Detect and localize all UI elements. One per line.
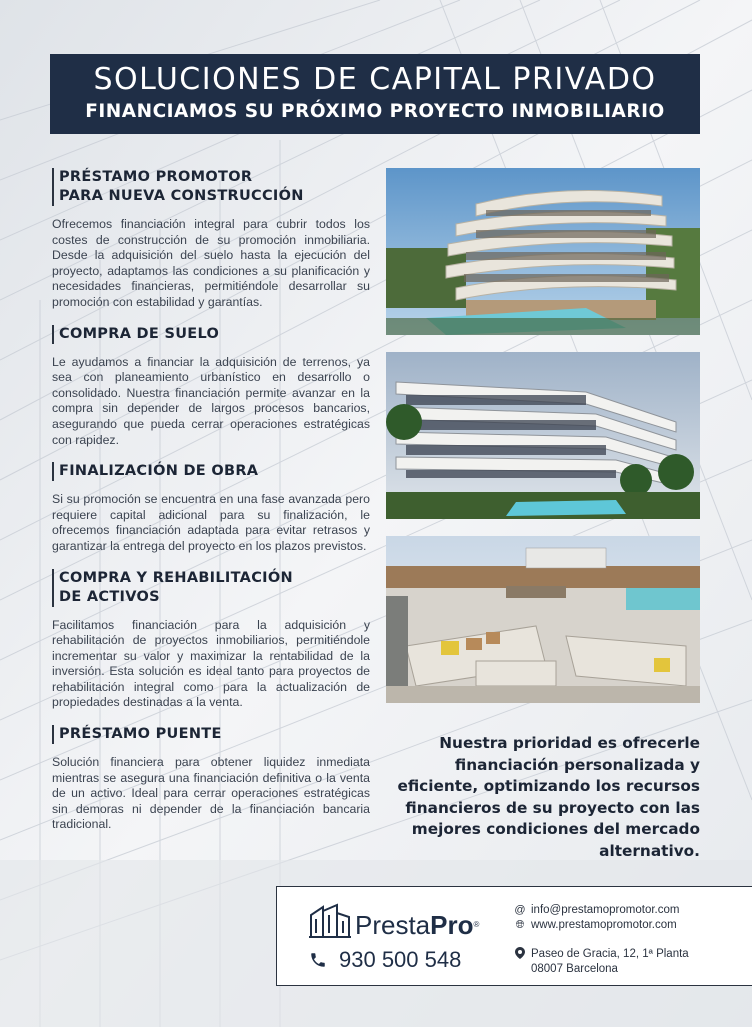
section-compra-suelo	[52, 325, 370, 449]
contact-info	[513, 903, 689, 977]
services-column	[52, 168, 370, 847]
section-body: Le ayudamos a financiar la adquisición de terrenos, ya sea con planeamiento urbanístico en desarrollo o consolidado. Nuestra financiación permite avanzar en la compra sin depender de largos procesos bancarios, asegurando que pueda cerrar operaciones estratégicas con rapidez.	[52, 354, 370, 447]
web-row[interactable]: 🌐︎ www.prestamopromotor.com	[513, 918, 689, 933]
page-subtitle: FINANCIAMOS SU PRÓXIMO PROYECTO INMOBILIARIO	[85, 101, 665, 122]
location-pin-icon	[513, 947, 527, 964]
section-compra-rehabilitacion	[52, 569, 370, 712]
phone-number[interactable]: 930 500 548	[309, 947, 461, 973]
section-heading: COMPRA DE SUELO	[52, 325, 370, 344]
building-render-photo-1	[386, 168, 700, 335]
address-row: Paseo de Gracia, 12, 1ª Planta 08007 Barcelona	[513, 947, 689, 977]
globe-icon: 🌐︎	[515, 919, 525, 931]
brand-name: PrestaPro®	[355, 910, 480, 940]
rooftop-terrace-photo	[386, 536, 700, 703]
section-body: Ofrecemos financiación integral para cubrir todos los costes de construcción de su promoción inmobiliaria. Desde la adquisición del suelo hasta la ejecución del proyecto, adaptamos las condiciones a su planificación y necesidades financieras, permitiéndole desarrollar su promoción con estabilidad y garantías.	[52, 217, 370, 309]
section-heading: FINALIZACIÓN DE OBRA	[52, 462, 370, 481]
at-icon: @	[514, 904, 526, 916]
header-banner	[50, 54, 700, 134]
section-prestamo-puente	[52, 725, 370, 833]
section-heading: COMPRA Y REHABILITACIÓN DE ACTIVOS	[52, 569, 370, 607]
section-heading: PRÉSTAMO PUENTE	[52, 725, 370, 744]
prestapro-logo	[309, 903, 479, 939]
building-logo-icon	[309, 903, 351, 939]
value-proposition-quote: Nuestra prioridad es ofrecerle financiación personalizada y eficiente, optimizando los recursos financieros de su proyecto con las mejores condiciones del mercado alternativo.	[397, 734, 700, 860]
section-body: Facilitamos financiación para la adquisición y rehabilitación de proyectos inmobiliarios, permitiéndole incrementar su valor y maximizar la rentabilidad de la inversión. Esta solución es ideal tanto para proyectos de rehabilitación integral como para la actualización de propiedades destinadas a la venta.	[52, 617, 370, 710]
section-finalizacion-obra	[52, 462, 370, 554]
section-body: Solución financiera para obtener liquidez inmediata mientras se asegura una financiación definitiva o la venta de un activo. Ideal para cerrar operaciones estratégicas sin demoras ni depender de la financiación bancaria tradicional.	[52, 755, 370, 832]
section-heading: PRÉSTAMO PROMOTOR PARA NUEVA CONSTRUCCIÓN	[52, 168, 370, 206]
building-render-photo-2	[386, 352, 700, 519]
phone-icon	[309, 951, 327, 969]
section-prestamo-promotor	[52, 168, 370, 311]
contact-box	[276, 886, 752, 986]
email-row[interactable]: @ info@prestamopromotor.com	[514, 904, 680, 916]
page-title: SOLUCIONES DE CAPITAL PRIVADO	[93, 62, 657, 97]
section-body: Si su promoción se encuentra en una fase avanzada pero requiere capital adicional para su finalización, le ofrecemos financiación adaptada para evitar retrasos y garantizar la entrega del proyecto en los plazos previstos.	[52, 492, 370, 553]
